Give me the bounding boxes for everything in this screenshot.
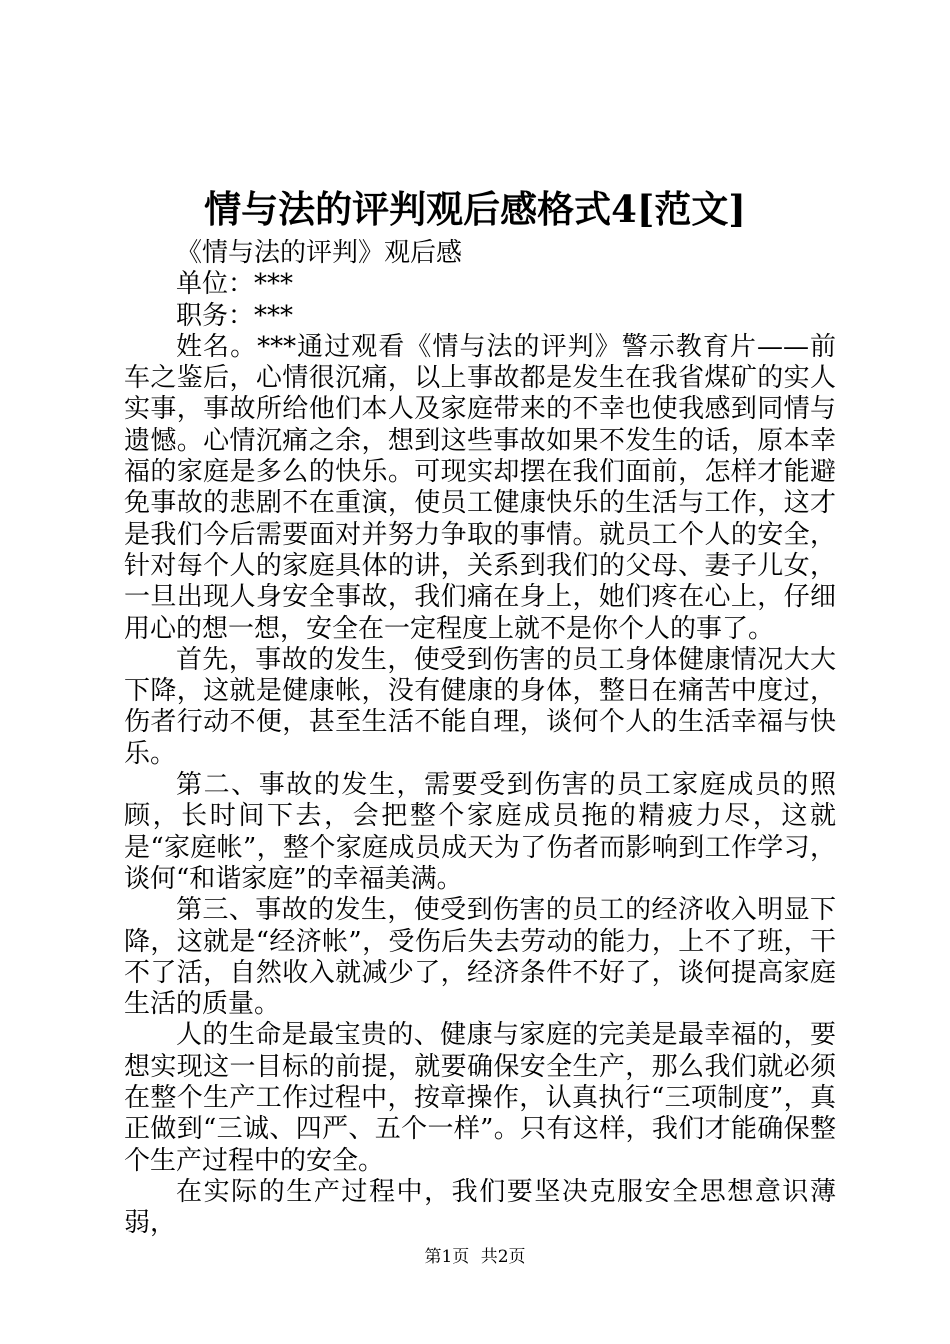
page-number: 第1页 <box>424 1247 470 1267</box>
page-footer <box>0 1245 950 1269</box>
document-title: 情与法的评判观后感格式4[范文] <box>204 187 746 231</box>
body-paragraph: 第二、事故的发生，需要受到伤害的员工家庭成员的照顾，长时间下去，会把整个家庭成员拖的精疲力尽，这就是“家庭帐”，整个家庭成员成天为了伤者而影响到工作学习，谈何“和谐家庭”的幸福美满。 <box>124 770 836 894</box>
body-paragraph: 第三、事故的发生，使受到伤害的员工的经济收入明显下降，这就是“经济帐”，受伤后失去劳动的能力，上不了班，干不了活，自然收入就减少了，经济条件不好了，谈何提高家庭生活的质量。 <box>124 895 836 1020</box>
body-paragraph: 在实际的生产过程中，我们要坚决克服安全思想意识薄弱， <box>124 1176 836 1239</box>
document-body <box>124 238 836 1240</box>
position-line: 职务：*** <box>176 300 294 331</box>
page-total: 共2页 <box>480 1247 526 1267</box>
unit-line: 单位：*** <box>176 269 294 300</box>
subtitle-paragraph: 《情与法的评判》观后感 <box>176 238 463 268</box>
body-paragraph: 首先，事故的发生，使受到伤害的员工身体健康情况大大下降，这就是健康帐，没有健康的身体，整日在痛苦中度过，伤者行动不便，甚至生活不能自理，谈何个人的生活幸福与快乐。 <box>124 644 836 769</box>
body-paragraph: 人的生命是最宝贵的、健康与家庭的完美是最幸福的，要想实现这一目标的前提，就要确保安全生产，那么我们就必须在整个生产工作过程中，按章操作，认真执行“三项制度”，真正做到“三诚、四严、五个一样”。只有这样，我们才能确保整个生产过程中的安全。 <box>124 1020 836 1176</box>
body-paragraph: 姓名。***通过观看《情与法的评判》警示教育片——前车之鉴后，心情很沉痛，以上事故都是发生在我省煤矿的实人实事，事故所给他们本人及家庭带来的不幸也使我感到同情与遗憾。心情沉痛之余，想到这些事故如果不发生的话，原本幸福的家庭是多么的快乐。可现实却摆在我们面前，怎样才能避免事故的悲剧不在重演，使员工健康快乐的生活与工作，这才是我们今后需要面对并努力争取的事情。就员工个人的安全，针对每个人的家庭具体的讲，关系到我们的父母、妻子儿女，一旦出现人身安全事故，我们痛在身上，她们疼在心上，仔细用心的想一想，安全在一定程度上就不是你个人的事了。 <box>124 331 836 644</box>
